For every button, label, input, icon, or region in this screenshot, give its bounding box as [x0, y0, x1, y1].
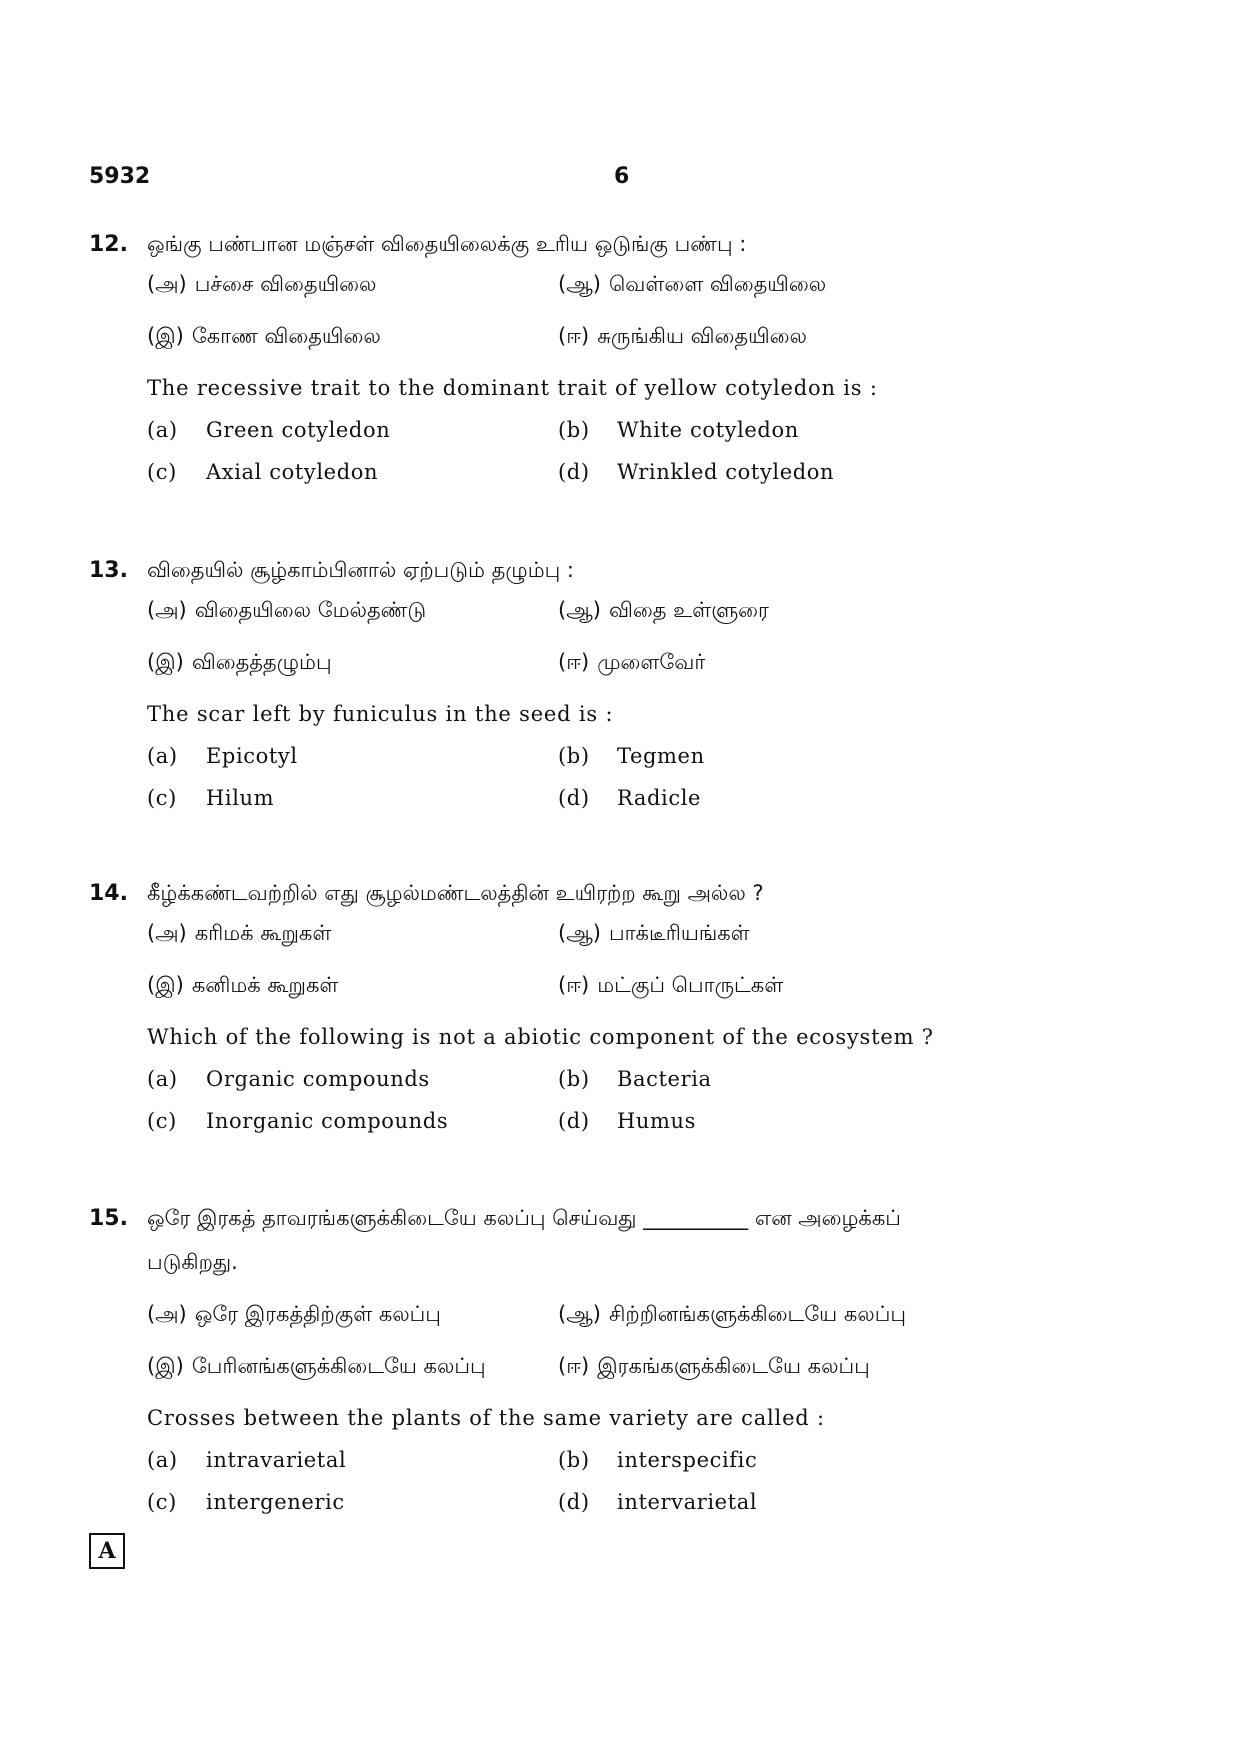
english-option: (b) White cotyledon [558, 418, 799, 442]
english-option: (d) Wrinkled cotyledon [558, 460, 835, 484]
tamil-question-text-continued: படுகிறது. [147, 1250, 238, 1274]
english-option: (a) Green cotyledon [147, 418, 391, 442]
question-number: 14. [89, 881, 128, 906]
question-13 [89, 558, 1139, 828]
tamil-option: (இ) பேரினங்களுக்கிடையே கலப்பு [147, 1354, 486, 1378]
tamil-option: (அ) விதையிலை மேல்தண்டு [147, 598, 427, 622]
tamil-option: (ஈ) இரகங்களுக்கிடையே கலப்பு [558, 1354, 870, 1378]
tamil-option: (அ) ஒரே இரகத்திற்குள் கலப்பு [147, 1302, 441, 1326]
tamil-question-text: ஒங்கு பண்பான மஞ்சள் விதையிலைக்கு உரிய ஒடுங்கு பண்பு : [147, 232, 747, 256]
tamil-question-text: ஒரே இரகத் தாவரங்களுக்கிடையே கலப்பு செய்வது __________ என அழைக்கப் [147, 1206, 901, 1230]
tamil-option: (அ) கரிமக் கூறுகள் [147, 921, 332, 945]
tamil-option: (ஈ) சுருங்கிய விதையிலை [558, 324, 807, 348]
paper-code: 5932 [89, 164, 151, 189]
tamil-option: (ஆ) பாக்டீரியங்கள் [558, 921, 750, 945]
tamil-option: (ஈ) முளைவேர் [558, 650, 706, 674]
english-option: (d) Radicle [558, 786, 702, 810]
question-14 [89, 881, 1139, 1151]
english-question-text: Which of the following is not a abiotic component of the ecosystem ? [147, 1025, 934, 1049]
english-option: (c) Inorganic compounds [147, 1109, 449, 1133]
english-option: (a) Organic compounds [147, 1067, 430, 1091]
english-question-text: Crosses between the plants of the same variety are called : [147, 1406, 825, 1430]
tamil-option: (இ) கோண விதையிலை [147, 324, 381, 348]
question-number: 12. [89, 232, 128, 257]
tamil-question-text: கீழ்க்கண்டவற்றில் எது சூழல்மண்டலத்தின் உயிரற்ற கூறு அல்ல ? [147, 881, 764, 905]
english-option: (d) intervarietal [558, 1490, 758, 1514]
tamil-option: (இ) கனிமக் கூறுகள் [147, 973, 339, 997]
tamil-option: (ஆ) வெள்ளை விதையிலை [558, 272, 827, 296]
tamil-option: (அ) பச்சை விதையிலை [147, 272, 377, 296]
english-question-text: The recessive trait to the dominant trait of yellow cotyledon is : [147, 376, 878, 400]
english-option: (c) Axial cotyledon [147, 460, 379, 484]
english-question-text: The scar left by funiculus in the seed is : [147, 702, 614, 726]
english-option: (a) Epicotyl [147, 744, 298, 768]
page-number: 6 [614, 164, 630, 189]
tamil-question-text: விதையில் சூழ்காம்பினால் ஏற்படும் தழும்பு : [147, 558, 574, 582]
tamil-option: (ஈ) மட்குப் பொருட்கள் [558, 973, 784, 997]
english-option: (c) Hilum [147, 786, 275, 810]
tamil-option: (ஆ) சிற்றினங்களுக்கிடையே கலப்பு [558, 1302, 906, 1326]
english-option: (b) interspecific [558, 1448, 758, 1472]
booklet-version-box: A [89, 1533, 125, 1569]
question-number: 13. [89, 558, 128, 583]
english-option: (b) Bacteria [558, 1067, 712, 1091]
question-number: 15. [89, 1206, 128, 1231]
english-option: (c) intergeneric [147, 1490, 345, 1514]
english-option: (b) Tegmen [558, 744, 705, 768]
english-option: (d) Humus [558, 1109, 697, 1133]
question-15 [89, 1206, 1139, 1532]
tamil-option: (இ) விதைத்தழும்பு [147, 650, 332, 674]
english-option: (a) intravarietal [147, 1448, 347, 1472]
question-12 [89, 232, 1139, 502]
tamil-option: (ஆ) விதை உள்ளுரை [558, 598, 769, 622]
